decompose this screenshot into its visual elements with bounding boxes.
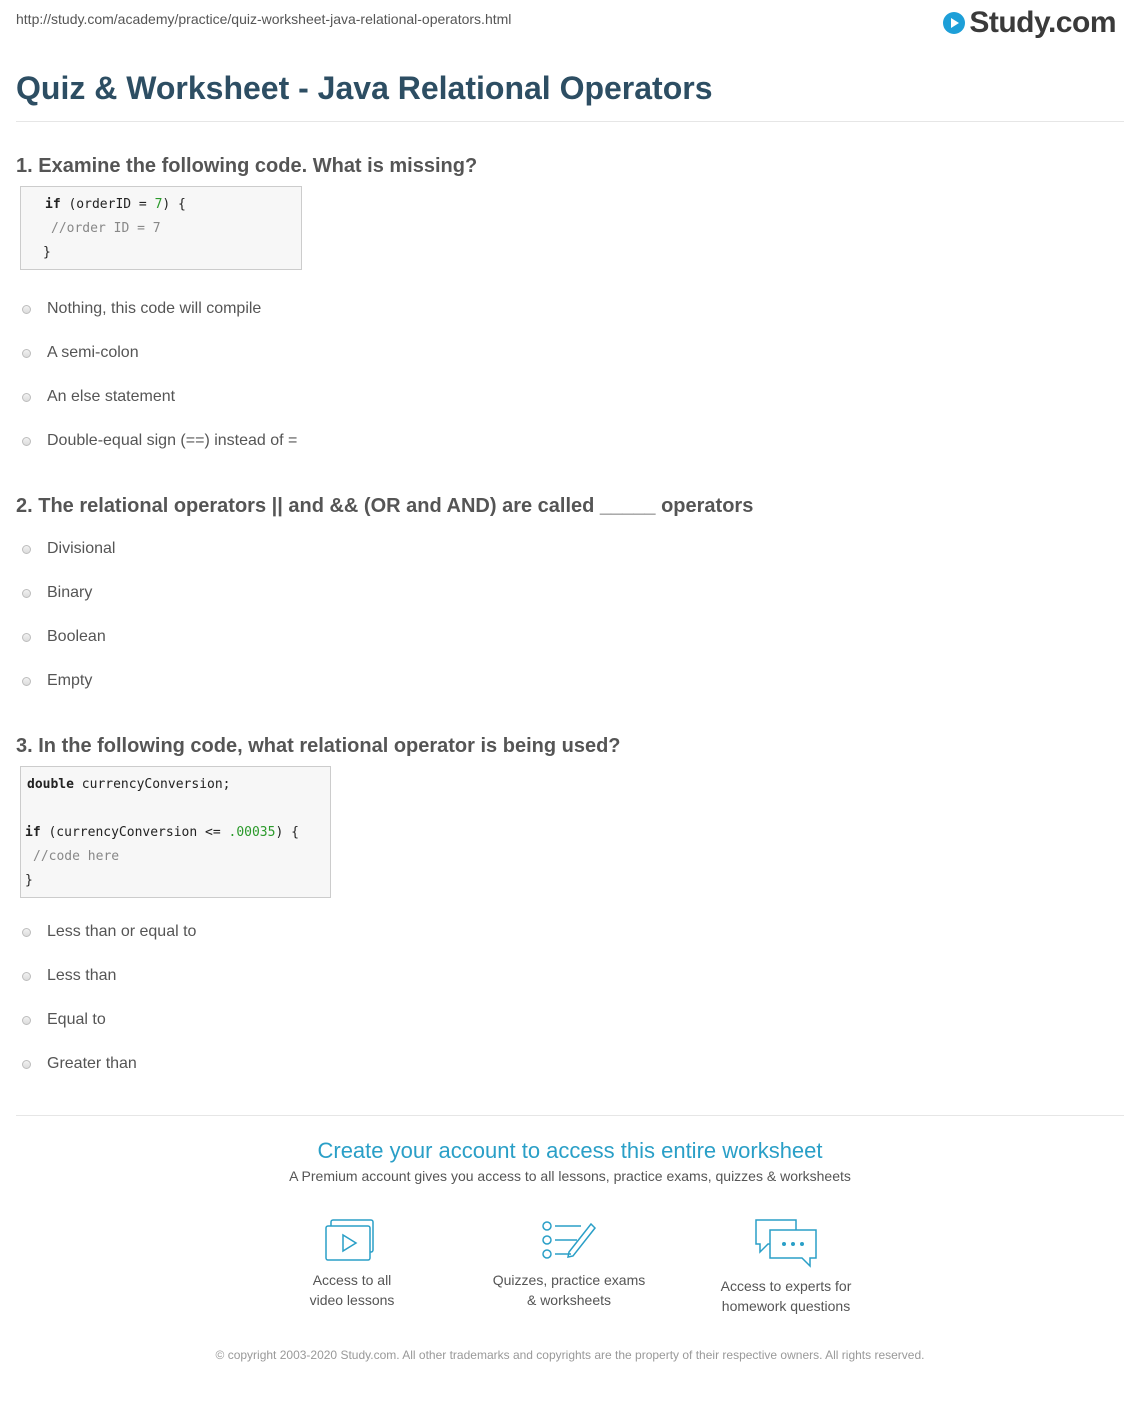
q2-option-3[interactable]: Boolean <box>22 628 106 646</box>
page-url: http://study.com/academy/practice/quiz-worksheet-java-relational-operators.html <box>16 11 512 27</box>
q3-option-3[interactable]: Equal to <box>22 1011 106 1029</box>
code-line: if (orderID = 7) { <box>45 197 186 212</box>
radio-button-icon[interactable] <box>22 589 31 598</box>
radio-button-icon[interactable] <box>22 928 31 937</box>
radio-button-icon[interactable] <box>22 349 31 358</box>
copyright-text: © copyright 2003-2020 Study.com. All other trademarks and copyrights are the property of their respective owners. All rights reserved. <box>215 1348 925 1362</box>
radio-button-icon[interactable] <box>22 633 31 642</box>
code-line: } <box>25 873 33 888</box>
q3-option-4[interactable]: Greater than <box>22 1055 137 1073</box>
radio-button-icon[interactable] <box>22 1060 31 1069</box>
q2-option-4[interactable]: Empty <box>22 672 92 690</box>
expert-chat-icon <box>754 1218 818 1268</box>
quiz-checklist-icon <box>541 1218 597 1262</box>
q2-option-1[interactable]: Divisional <box>22 540 115 558</box>
code-line: if (currencyConversion <= .00035) { <box>25 825 299 840</box>
radio-button-icon[interactable] <box>22 393 31 402</box>
feature-label: Quizzes, practice exams & worksheets <box>492 1272 646 1308</box>
feature-label: Access to experts for homework questions <box>720 1278 852 1314</box>
video-lessons-icon <box>325 1218 379 1262</box>
radio-button-icon[interactable] <box>22 972 31 981</box>
study-logo[interactable] <box>943 6 1116 40</box>
question-3-title: 3. In the following code, what relational operator is being used? <box>16 735 621 757</box>
radio-button-icon[interactable] <box>22 437 31 446</box>
question-2-title: 2. The relational operators || and && (OR and AND) are called _____ operators <box>16 495 754 517</box>
feature-quizzes <box>469 1218 669 1310</box>
q1-option-3[interactable]: An else statement <box>22 388 175 406</box>
radio-button-icon[interactable] <box>22 1016 31 1025</box>
question-1-code-block <box>20 186 302 270</box>
code-line: double currencyConversion; <box>27 777 231 792</box>
create-account-link[interactable]: Create your account to access this entire worksheet <box>317 1138 823 1163</box>
q2-option-2[interactable]: Binary <box>22 584 92 602</box>
feature-video-lessons <box>252 1218 452 1310</box>
radio-button-icon[interactable] <box>22 677 31 686</box>
premium-description: A Premium account gives you access to all lessons, practice exams, quizzes & worksheets <box>289 1168 851 1184</box>
title-divider <box>16 121 1124 122</box>
play-logo-icon <box>943 12 965 34</box>
q1-option-1[interactable]: Nothing, this code will compile <box>22 300 261 318</box>
feature-experts <box>686 1218 886 1316</box>
logo-text: Study.com <box>969 6 1116 39</box>
question-1-title: 1. Examine the following code. What is missing? <box>16 155 478 177</box>
code-comment: //order ID = 7 <box>51 221 161 236</box>
section-divider <box>16 1115 1124 1116</box>
q1-option-4[interactable]: Double-equal sign (==) instead of = <box>22 432 297 450</box>
code-line: } <box>43 245 51 260</box>
q3-option-1[interactable]: Less than or equal to <box>22 923 196 941</box>
question-3-code-block <box>20 766 331 898</box>
q3-option-2[interactable]: Less than <box>22 967 116 985</box>
q1-option-2[interactable]: A semi-colon <box>22 344 139 362</box>
feature-label: Access to all video lessons <box>309 1272 395 1308</box>
code-comment: //code here <box>33 849 120 864</box>
page-title: Quiz & Worksheet - Java Relational Operators <box>16 70 713 106</box>
radio-button-icon[interactable] <box>22 305 31 314</box>
radio-button-icon[interactable] <box>22 545 31 554</box>
